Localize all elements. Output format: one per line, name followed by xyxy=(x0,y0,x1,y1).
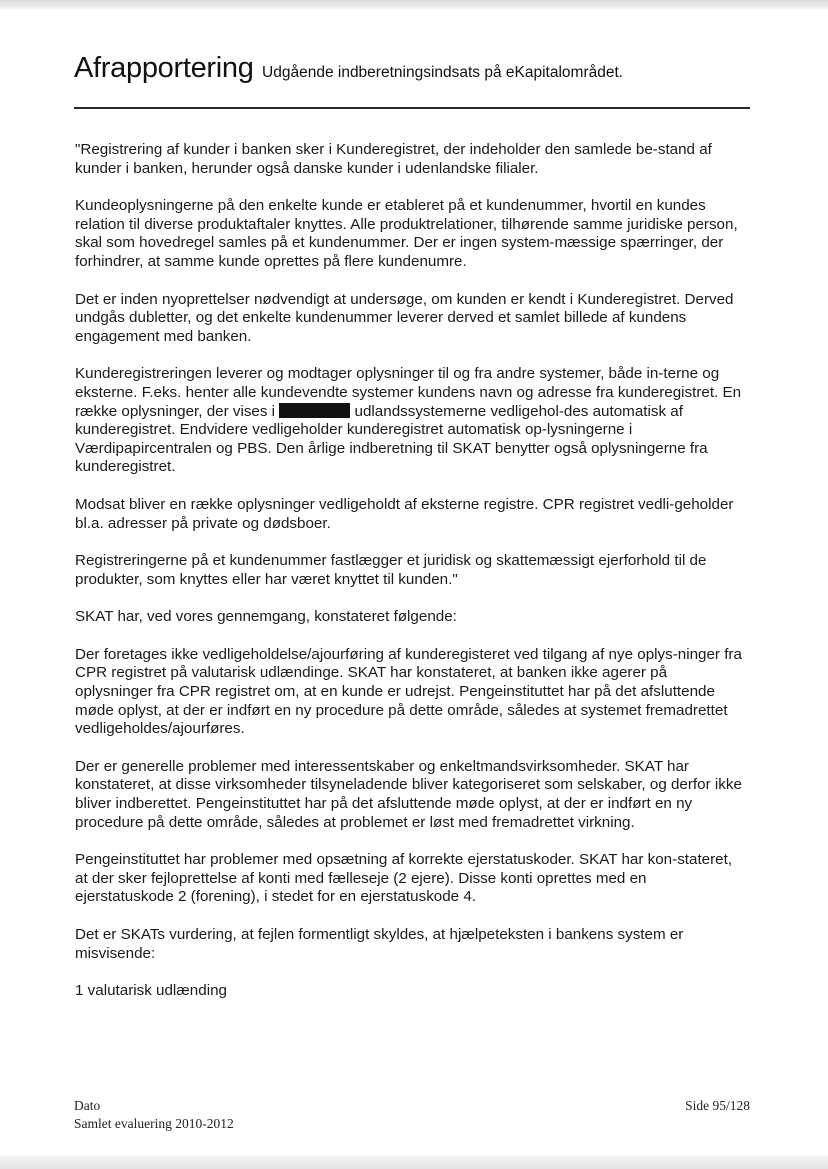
scan-edge-bottom xyxy=(0,1155,828,1169)
paragraph-12: 1 valutarisk udlænding xyxy=(75,982,227,1000)
paragraph-8: Der foretages ikke vedligeholdelse/ajourføring af kunderegisteret ved tilgang af nye oplys-ninger fra CPR registret på valutarisk udlændinge. SKAT har konstateret, at banken ikke agerer på oplysninger fra CPR registret om, at en kunde er udrejst. Pengeinstituttet har på det afsluttende møde oplyst, at der er indført en ny procedure på dette område, således at systemet fremadrettet vedligeholdes/ajourføres. xyxy=(75,645,742,738)
scan-edge-top xyxy=(0,0,828,9)
paragraph-10: Pengeinstituttet har problemer med opsætning af korrekte ejerstatuskoder. SKAT har kon-stateret, at der sker fejloprettelse af konti med fælleseje (2 ejere). Disse konti oprettes med en ejerstatuskode 2 (forening), i stedet for en ejerstatuskode 4. xyxy=(75,851,733,906)
page-number: Side 95/128 xyxy=(685,1098,750,1113)
paragraph-9: Der er generelle problemer med interessentskaber og enkeltmandsvirksomheder. SKAT har konstateret, at disse virksomheder tilsyneladende bliver kategoriseret som selskaber, og derfor ikke bliver indberettet. Pengeinstituttet har på det afsluttende møde oplyst, at der er indført en ny procedure på dette område, således at problemet er løst med fremadrettet virkning. xyxy=(75,757,742,831)
paragraph-11: Det er SKATs vurdering, at fejlen formentligt skyldes, at hjælpeteksten i bankens system er misvisende: xyxy=(75,926,684,962)
paragraph-4-part-2: udlandssystemerne vedligehol-des automatisk af kunderegistret. Endvidere vedligeholder kunderegistret automatisk op-lysningerne i Værdipapircentralen og PBS. Den årlige indberetning til SKAT benytter også oplysningerne fra kunderegistret. xyxy=(75,402,708,476)
paragraph-6: Registreringerne på et kundenummer fastlægger et juridisk og skattemæssigt ejerforhold til de produkter, som knyttes eller har været knyttet til kunden." xyxy=(75,552,707,588)
page-header xyxy=(74,52,754,85)
page-subtitle: Udgående indberetningsindsats på eKapitalområdet. xyxy=(262,64,624,81)
paragraph-4 xyxy=(75,365,747,477)
footer-report-name: Samlet evaluering 2010-2012 xyxy=(74,1116,234,1131)
page-title: Afrapportering xyxy=(74,52,254,84)
paragraph-2: Kundeoplysningerne på den enkelte kunde er etableret på et kundenummer, hvortil en kundes relation til diverse produktaftaler knyttes. Alle produktrelationer, tilhørende samme juridiske person, skal som hovedregel samles på et kundenummer. Der er ingen system-mæssige spærringer, der forhindrer, at samme kunde oprettes på flere kundenumre. xyxy=(75,197,738,270)
paragraph-3: Det er inden nyoprettelser nødvendigt at undersøge, om kunden er kendt i Kunderegistret. Derved undgås dubletter, og det enkelte kundenummer leverer derved et samlet billede af kundens engagement med banken. xyxy=(75,290,734,345)
footer-left xyxy=(74,1097,234,1133)
paragraph-1: "Registrering af kunder i banken sker i Kunderegistret, der indeholder den samlede be-stand af kunder i banken, herunder også danske kunder i udenlandske filialer. xyxy=(75,141,712,177)
paragraph-4-part-1: Kunderegistreringen leverer og modtager oplysninger til og fra andre systemer, både in-terne og eksterne. F.eks. henter alle kundevendte systemer kundens navn og adresse fra kunderegistret. En række oplysninger, der vises i xyxy=(75,365,742,420)
document-body xyxy=(75,141,747,1020)
paragraph-7: SKAT har, ved vores gennemgang, konstateret følgende: xyxy=(75,608,457,626)
header-divider xyxy=(74,107,750,109)
paragraph-5: Modsat bliver en række oplysninger vedligeholdt af eksterne registre. CPR registret vedli-geholder bl.a. adresser på private og dødsboer. xyxy=(75,495,734,532)
footer-date-label: Dato xyxy=(74,1098,101,1113)
redaction-box xyxy=(279,403,350,418)
